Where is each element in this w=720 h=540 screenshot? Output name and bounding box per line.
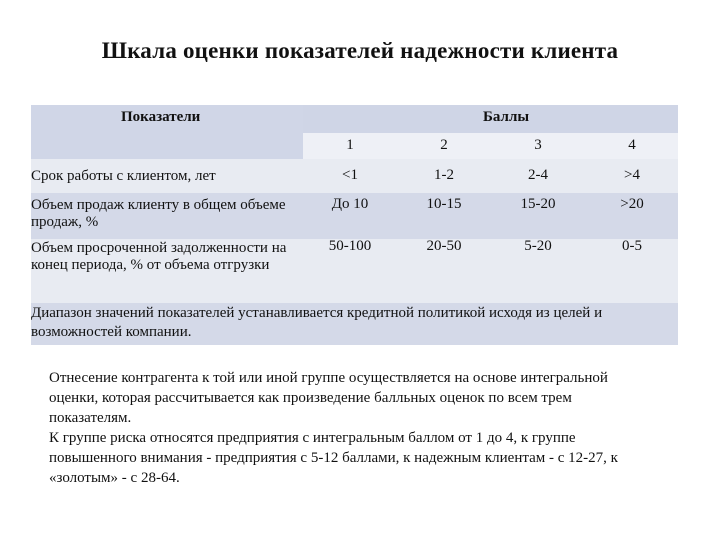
table-cell: 10-15	[426, 196, 462, 212]
header-indicators: Показатели	[121, 109, 201, 125]
table-cell: 50-100	[328, 238, 372, 254]
points-column-3: 3	[534, 137, 542, 153]
table-cell: 1-2	[434, 167, 454, 183]
table-cell: 0-5	[622, 238, 642, 254]
points-column-2: 2	[440, 137, 448, 153]
table-cell: >20	[620, 196, 644, 212]
table-cell: 15-20	[520, 196, 556, 212]
table-cell: 5-20	[524, 238, 552, 254]
row-label-overdue-debt: Объем просроченной задолженности на конец периода, % от объема отгрузки	[31, 240, 287, 273]
page-title: Шкала оценки показателей надежности клиента	[101, 38, 619, 63]
header-points: Баллы	[483, 109, 530, 125]
description-paragraph: Отнесение контрагента к той или иной группе осуществляется на основе интегральной оценки, которая рассчитывается как произведение балльных оценок по всем трем показателям.	[49, 370, 608, 426]
table-cell: 2-4	[528, 167, 548, 183]
table-cell: До 10	[331, 196, 369, 212]
table-cell: >4	[624, 167, 640, 183]
table-cell: 20-50	[426, 238, 462, 254]
row-label-sales-share: Объем продаж клиенту в общем объеме продаж, %	[31, 197, 286, 230]
description-text	[49, 368, 649, 488]
description-paragraph: К группе риска относятся предприятия с интегральным баллом от 1 до 4, к группе повышенного внимания - предприятия с 5-12 баллами, к надежным клиентам - с 12-27, к «золотым» - с 28-64.	[49, 430, 618, 486]
reliability-scale-table	[31, 105, 678, 345]
points-column-4: 4	[628, 137, 636, 153]
points-column-1: 1	[346, 137, 354, 153]
table-footnote: Диапазон значений показателей устанавливается кредитной политикой исходя из целей и возможностей компании.	[31, 305, 603, 340]
row-label-client-tenure: Срок работы с клиентом, лет	[31, 168, 216, 184]
table-cell: <1	[342, 167, 358, 183]
